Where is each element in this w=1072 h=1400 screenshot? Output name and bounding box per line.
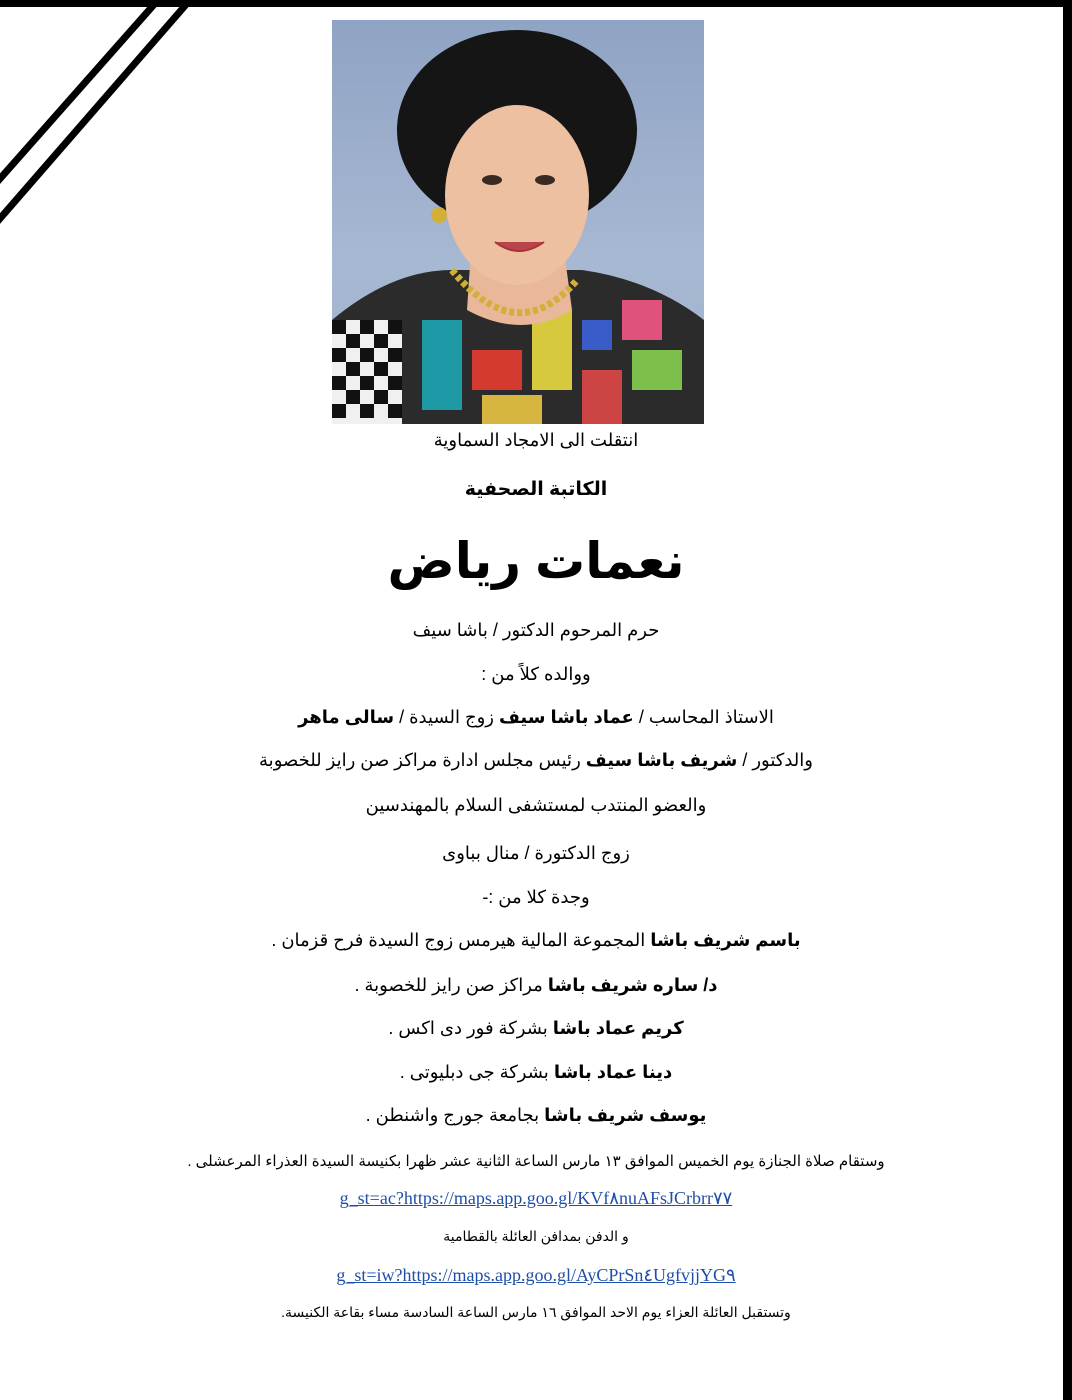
son2-rest: رئيس مجلس ادارة مراكز صن رايز للخصوبة xyxy=(259,750,586,770)
funeral-line: وستقام صلاة الجنازة يوم الخميس الموافق ١٣ مارس الساعة الثانية عشر ظهرا بكنيسة السيدة العذراء المرعشلى . xyxy=(187,1153,885,1170)
intro-line: انتقلت الى الامجاد السماوية xyxy=(433,430,639,450)
grandchild-line xyxy=(60,1062,1012,1083)
grandchild-name: كريم عماد باشا xyxy=(552,1018,684,1038)
burial-line: و الدفن بمدافن العائلة بالقطامية xyxy=(443,1228,629,1244)
son1-mid: زوج السيدة / xyxy=(394,707,499,727)
grandchild-detail: بشركة فور دى اكس . xyxy=(388,1018,553,1038)
son2-line3: زوج الدكتورة / منال بباوى xyxy=(442,843,630,863)
son2-line2: والعضو المنتدب لمستشفى السلام بالمهندسين xyxy=(365,795,707,815)
son1-wife: سالى ماهر xyxy=(298,707,395,727)
grandchild-detail: مراكز صن رايز للخصوبة . xyxy=(354,975,548,995)
son1-line xyxy=(60,707,1012,728)
son1-name: عماد باشا سيف xyxy=(499,707,634,727)
spouse-line: حرم المرحوم الدكتور / باشا سيف xyxy=(412,620,660,640)
grandchild-line xyxy=(60,975,1012,996)
grandchild-line xyxy=(60,1018,1012,1039)
burial-map-link[interactable]: https://maps.app.goo.gl/AyCPrSn٤UgfvjjYG٩?g_st=iw xyxy=(336,1265,736,1285)
grandchild-detail: المجموعة المالية هيرمس زوج السيدة فرح قزمان . xyxy=(271,930,651,950)
funeral-link-row xyxy=(60,1188,1012,1209)
grandchild-line xyxy=(60,930,1012,951)
profession-line: الكاتبة الصحفية xyxy=(464,479,608,500)
grandchild-detail: بجامعة جورج واشنطن . xyxy=(365,1105,545,1125)
portrait-photo xyxy=(332,20,704,424)
grandchild-detail: بشركة جى دبليوتى . xyxy=(399,1062,554,1082)
grandchild-line xyxy=(60,1105,1012,1126)
deceased-name: نعمات رياض xyxy=(387,533,685,589)
grandchild-name: د/ ساره شريف باشا xyxy=(547,975,718,995)
mourning-ribbon xyxy=(0,0,200,230)
condolences-line: وتستقبل العائلة العزاء يوم الاحد الموافق ١٦ مارس الساعة السادسة مساء بقاعة الكنيسة. xyxy=(281,1304,791,1320)
grandchild-name: يوسف شريف باشا xyxy=(544,1105,707,1125)
funeral-map-link[interactable]: https://maps.app.goo.gl/KVf٨nuAFsJCrbrr٧٧?g_st=ac xyxy=(339,1188,733,1208)
grandchild-name: باسم شريف باشا xyxy=(650,930,801,950)
burial-link-row xyxy=(60,1265,1012,1286)
son2-line xyxy=(60,750,1012,771)
right-border xyxy=(1063,0,1072,1400)
grandmother-of-line: وجدة كلا من :- xyxy=(482,887,590,907)
mother-of-line: ووالده كلاً من : xyxy=(481,664,591,684)
son2-prefix: والدكتور / xyxy=(737,750,813,770)
grandchild-name: دينا عماد باشا xyxy=(553,1062,673,1082)
son2-name: شريف باشا سيف xyxy=(585,750,738,770)
son1-prefix: الاستاذ المحاسب / xyxy=(633,707,774,727)
